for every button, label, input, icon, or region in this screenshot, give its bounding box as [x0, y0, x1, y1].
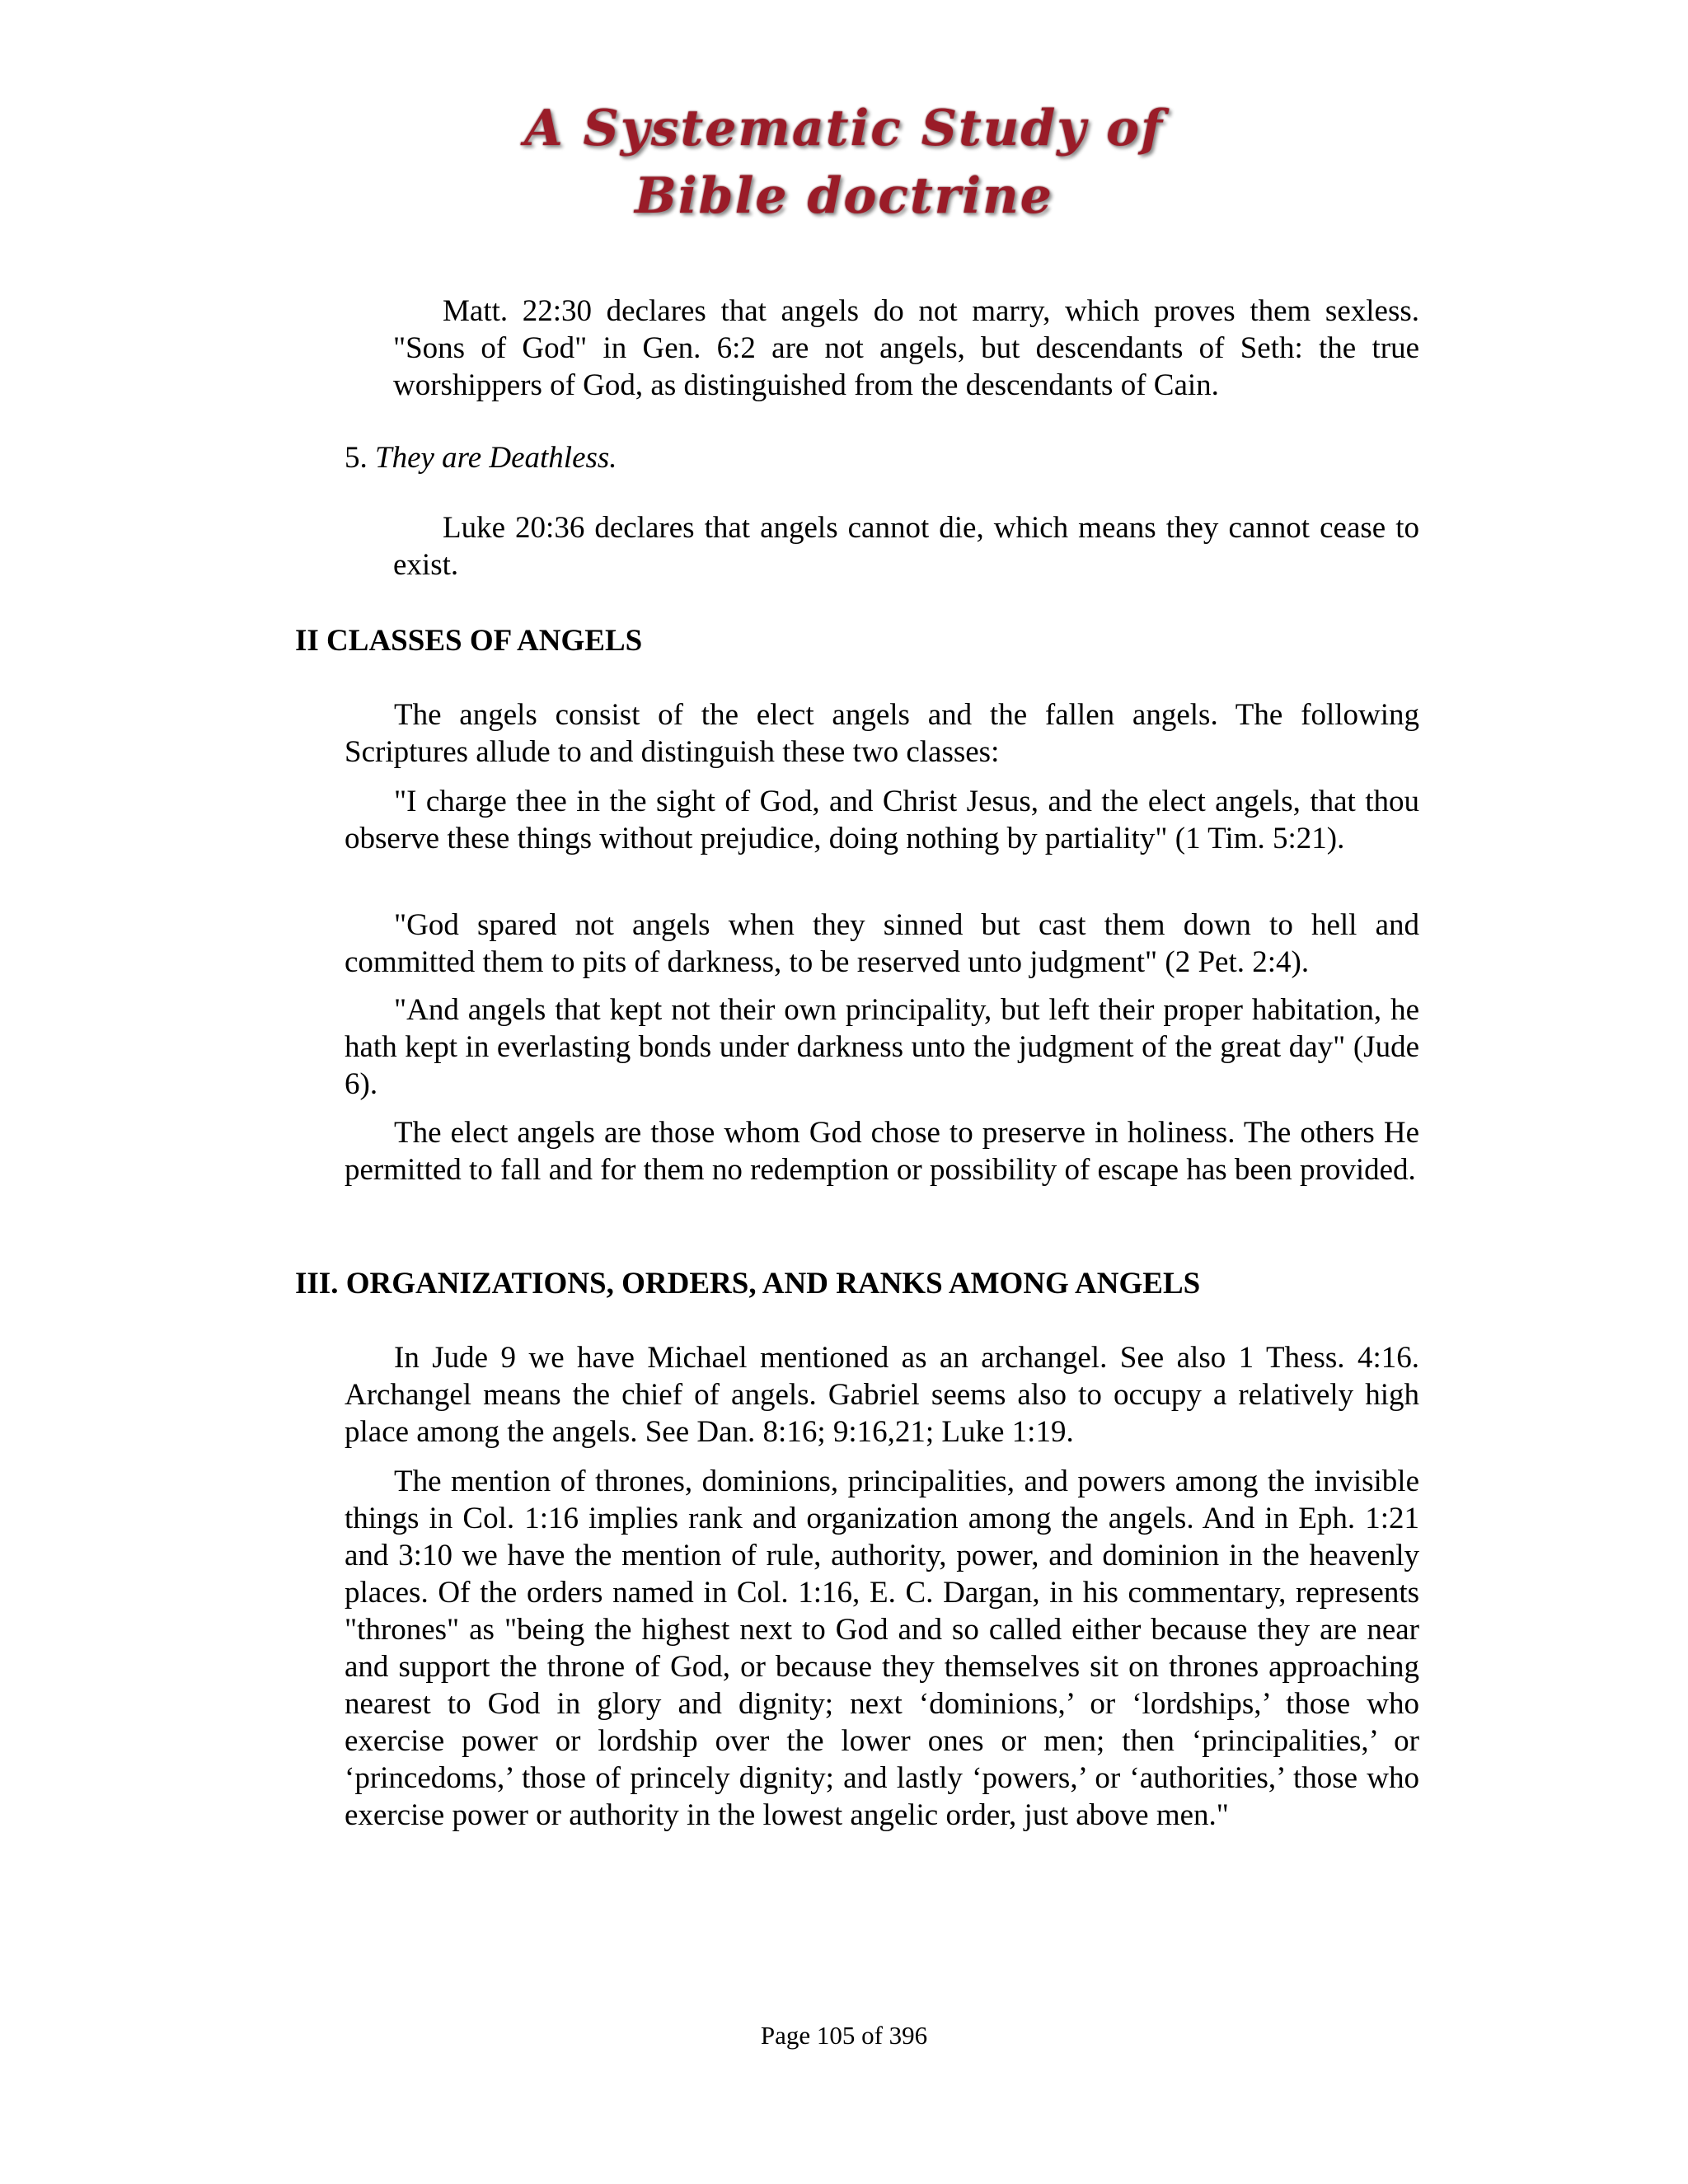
paragraph-pet-quote: "God spared not angels when they sinned but cast them down to hell and committed them to pits of darkness, to be reserved unto judgment" (2 Pet. 2:4).: [345, 908, 1419, 979]
paragraph-matt: Matt. 22:30 declares that angels do not marry, which proves them sexless. "Sons of God" in Gen. 6:2 are not angels, but descendants of Seth: the true worshippers of God, as distinguished from the descendants of Cain.: [393, 294, 1419, 402]
section-heading-classes: II CLASSES OF ANGELS: [295, 624, 643, 658]
list-item-title: They are Deathless.: [375, 441, 617, 475]
paragraph-tim-quote: "I charge thee in the sight of God, and Christ Jesus, and the elect angels, that thou observe these things without prejudice, doing nothing by partiality" (1 Tim. 5:21).: [345, 785, 1419, 855]
paragraph-classes: The angels consist of the elect angels and the fallen angels. The following Scriptures allude to and distinguish these two classes:: [345, 698, 1419, 769]
book-title-line-2: Bible doctrine: [635, 167, 1053, 225]
section-heading-organizations: III. ORGANIZATIONS, ORDERS, AND RANKS AMONG ANGELS: [295, 1267, 1201, 1301]
book-title-logo: [0, 95, 1688, 230]
paragraph-elect: The elect angels are those whom God chose to preserve in holiness. The others He permitted to fall and for them no redemption or possibility of escape has been provided.: [345, 1116, 1419, 1187]
paragraph-thrones: The mention of thrones, dominions, principalities, and powers among the invisible things in Col. 1:16 implies rank and organization among the angels. And in Eph. 1:21 and 3:10 we have the mention of rule, authority, power, and dominion in the heavenly places. Of the orders named in Col. 1:16, E. C. Dargan, in his commentary, represents "thrones" as "being the highest next to God and so called either because they are near and support the throne of God, or because they themselves sit on thrones approaching nearest to God in glory and dignity; next ‘dominions,’ or ‘lordships,’ those who exercise power or lordship over the lower ones or men; then ‘principalities,’ or ‘princedoms,’ those of princely dignity; and lastly ‘powers,’ or ‘authorities,’ those who exercise power or authority in the lowest angelic order, just above men.": [345, 1465, 1419, 1832]
book-title-line-1: A Systematic Study of: [524, 100, 1164, 157]
page-number: Page 105 of 396: [760, 2021, 928, 2050]
list-item-5: [345, 439, 617, 476]
list-item-number: 5.: [345, 441, 368, 475]
paragraph-jude-quote: "And angels that kept not their own principality, but left their proper habitation, he hath kept in everlasting bonds under darkness unto the judgment of the great day" (Jude 6).: [345, 993, 1419, 1101]
paragraph-michael: In Jude 9 we have Michael mentioned as an archangel. See also 1 Thess. 4:16. Archangel means the chief of angels. Gabriel seems also to occupy a relatively high place among the angels. See Dan. 8:16; 9:16,21; Luke 1:19.: [345, 1341, 1419, 1449]
paragraph-luke: Luke 20:36 declares that angels cannot die, which means they cannot cease to exist.: [393, 511, 1419, 582]
